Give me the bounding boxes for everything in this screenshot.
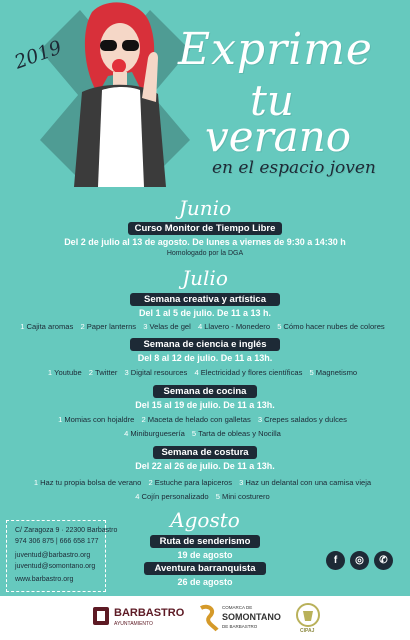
month-heading-junio: Junio (178, 196, 232, 220)
month-heading-julio: Julio (182, 266, 228, 290)
activity-list (0, 477, 410, 488)
contact-box (6, 520, 118, 592)
course-note: Homologado por la DGA (166, 250, 244, 257)
activity-item: 4 Miniburguesería (124, 429, 185, 438)
logo-cipaj: CIPAJ (300, 628, 315, 634)
footer-logos (0, 596, 410, 640)
activity-item: 1 Cajita aromas (20, 322, 74, 331)
year-label: 2019 (11, 36, 65, 74)
activity-item: 3 Velas de gel (143, 322, 191, 331)
barbastro-crest-icon (92, 605, 110, 629)
activity-item: 1 Haz tu propia bolsa de verano (33, 478, 142, 487)
activity-item: 3 Crepes salados y dulces (257, 415, 347, 424)
week-dates: Del 8 al 12 de julio. De 11 a 13h. (137, 353, 273, 363)
activity-item: 4 Cojín personalizado (135, 492, 209, 501)
contact-email-2[interactable]: juventud@somontano.org (15, 563, 96, 570)
activity-item: 5 Cómo hacer nubes de colores (277, 322, 385, 331)
title-line-3: verano (205, 112, 352, 161)
week-title: Semana de ciencia e inglés (130, 338, 280, 351)
month-heading-agosto: Agosto (170, 508, 240, 532)
instagram-icon[interactable]: ◎ (350, 551, 369, 570)
logo-somontano-top: COMARCA DE (222, 605, 253, 610)
activity-item: 2 Paper lanterns (80, 322, 137, 331)
week-dates: Del 15 al 19 de julio. De 11 a 13h. (135, 400, 275, 410)
logo-barbastro-sub: AYUNTAMIENTO (114, 621, 153, 627)
event-title: Ruta de senderismo (150, 535, 260, 548)
activity-item: 5 Magnetismo (309, 368, 358, 377)
title-line-1: Exprime (178, 24, 373, 75)
week-dates: Del 22 al 26 de julio. De 11 a 13h. (135, 461, 275, 471)
contact-email-1[interactable]: juventud@barbastro.org (15, 552, 91, 559)
activity-item: 5 Mini costurero (215, 492, 270, 501)
week-dates: Del 1 al 5 de julio. De 11 a 13 h. (138, 308, 272, 318)
logo-somontano: SOMONTANO (222, 612, 281, 622)
somontano-logo-icon (198, 604, 220, 632)
course-title: Curso Monitor de Tiempo Libre (128, 222, 282, 235)
activity-item: 1 Youtube (47, 368, 82, 377)
activity-list (0, 428, 410, 439)
week-title: Semana de cocina (153, 385, 257, 398)
activity-item: 2 Estuche para lapiceros (148, 478, 232, 487)
event-date: 26 de agosto (177, 577, 233, 587)
contact-phones: 974 306 875 | 666 658 177 (15, 538, 99, 545)
course-dates: Del 2 de julio al 13 de agosto. De lunes a viernes de 9:30 a 14:30 h (64, 237, 346, 247)
girl-illustration (62, 2, 172, 187)
activity-list (0, 491, 410, 502)
activity-list (0, 367, 410, 378)
title-line-2: tu (250, 76, 294, 125)
activity-item: 4 Llavero - Monedero (197, 322, 271, 331)
activity-item: 4 Electricidad y flores científicas (194, 368, 303, 377)
subtitle: en el espacio joven (212, 158, 376, 178)
activity-item: 1 Momias con hojaldre (58, 415, 135, 424)
facebook-icon[interactable]: f (326, 551, 345, 570)
event-title: Aventura barranquista (144, 562, 266, 575)
contact-address: C/ Zaragoza 9 · 22300 Barbastro (15, 527, 118, 534)
week-title: Semana creativa y artística (130, 293, 280, 306)
activity-item: 2 Maceta de helado con galletas (141, 415, 251, 424)
activity-list (0, 321, 410, 332)
logo-barbastro: BARBASTRO (114, 607, 185, 619)
activity-list (0, 414, 410, 425)
logo-somontano-sub: DE BARBASTRO (222, 624, 258, 629)
activity-item: 3 Haz un delantal con una camisa vieja (239, 478, 372, 487)
event-date: 19 de agosto (177, 550, 233, 560)
activity-item: 3 Digital resources (124, 368, 188, 377)
activity-item: 2 Twitter (88, 368, 118, 377)
week-title: Semana de costura (153, 446, 257, 459)
contact-web[interactable]: www.barbastro.org (15, 576, 74, 583)
whatsapp-icon[interactable]: ✆ (374, 551, 393, 570)
activity-item: 5 Tarta de obleas y Nocilla (191, 429, 281, 438)
